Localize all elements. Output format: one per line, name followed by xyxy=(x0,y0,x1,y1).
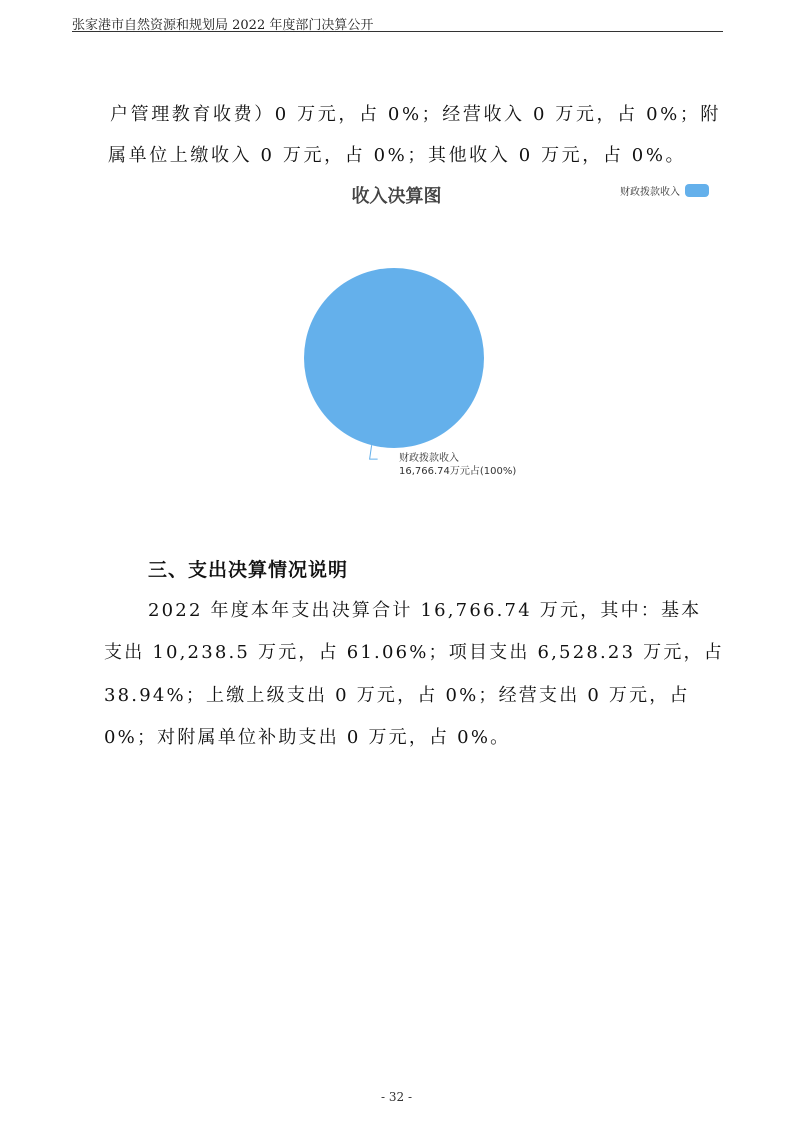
slice-label-value: 16,766.74万元占(100%) xyxy=(399,466,517,477)
chart-title: 收入决算图 xyxy=(351,186,442,207)
pie-slice xyxy=(304,268,484,448)
intro-line-2: 属单位上缴收入 0 万元，占 0%；其他收入 0 万元，占 0%。 xyxy=(108,145,687,166)
document-header: 张家港市自然资源和规划局 2022 年度部门决算公开 xyxy=(72,18,374,33)
slice-label xyxy=(399,452,516,478)
slice-label-name: 财政拨款收入 xyxy=(399,453,459,464)
pie-chart xyxy=(0,0,793,520)
intro-line-1: 户管理教育收费）0 万元，占 0%；经营收入 0 万元，占 0%；附 xyxy=(110,104,722,125)
body-line: 0%；对附属单位补助支出 0 万元，占 0%。 xyxy=(104,727,511,748)
section-heading: 三、支出决算情况说明 xyxy=(148,559,349,581)
body-line: 2022 年度本年支出决算合计 16,766.74 万元，其中：基本 xyxy=(148,600,702,621)
pie-leader-line xyxy=(370,445,378,459)
body-line: 支出 10,238.5 万元，占 61.06%；项目支出 6,528.23 万元，占 xyxy=(104,642,724,663)
legend-label: 财政拨款收入 xyxy=(620,187,680,198)
body-line: 38.94%；上缴上级支出 0 万元，占 0%；经营支出 0 万元，占 xyxy=(104,685,690,706)
page-number: - 32 - xyxy=(380,1090,412,1104)
